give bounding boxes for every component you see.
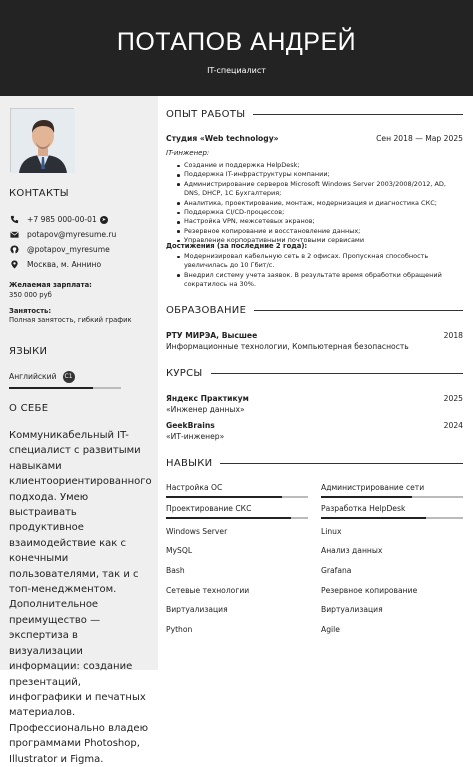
skill-name: Разработка HelpDesk (321, 504, 406, 513)
course-name: «ИТ-инженер» (166, 432, 225, 441)
contact-github[interactable] (9, 242, 154, 257)
phone-text: +7 985 000-00-01 (27, 215, 97, 224)
language-english (9, 371, 121, 389)
contacts-list (9, 212, 154, 272)
mail-icon (9, 229, 20, 240)
course-org: Яндекс Практикум (166, 394, 249, 403)
skill-level-fill (166, 496, 282, 498)
about-text: Коммуникабельный IT-специалист с развитыми навыками клиентоориентированного подхода. Умею выстраивать продуктивное взаимодействие как с конечными пользователями, так и с топ-менеджментом. Дополнительное преимущество — экспертиза в визуализации информации: создание презентаций, инфографики и печатных материалов. Профессионально владею программами Photoshop, Illustrator и Figma. (9, 430, 152, 765)
company-name: Студия «Web technology» (166, 134, 279, 143)
course-org: GeekBrains (166, 421, 215, 430)
salary-label: Желаемая зарплата: (9, 281, 92, 289)
course-year: 2025 (443, 394, 463, 403)
skill-level-bar (321, 496, 463, 498)
list-item: Внедрил систему учета заявок. В результате время обработки обращений сократилось на 30%. (176, 271, 456, 290)
skill-item: Bash (166, 566, 185, 575)
list-item: Модернизировал кабельную сеть в 2 офисах. Пропускная способность увеличилась до 10 Гбит/с. (176, 252, 456, 271)
skill-rated (166, 483, 308, 492)
skill-item: Виртуализация (321, 605, 383, 614)
language-level-bar (9, 387, 121, 389)
skill-rated (166, 504, 308, 513)
job-position: IT-инженер: (166, 149, 210, 157)
skill-rated (321, 504, 463, 513)
profile-photo (10, 108, 74, 172)
course-header (166, 421, 463, 430)
language-level-fill (9, 387, 93, 389)
language-name: Английский (9, 372, 57, 381)
education-header (166, 331, 463, 340)
duties-list (176, 161, 463, 246)
email-text: potapov@myresume.ru (27, 230, 117, 239)
course-year: 2024 (443, 421, 463, 430)
list-item: Управление корпоративными почтовыми сервисами (176, 236, 463, 245)
contacts-title: КОНТАКТЫ (9, 188, 69, 199)
github-text: @potapov_myresume (27, 245, 110, 254)
education-title: ОБРАЗОВАНИЕ (166, 305, 247, 316)
achievements-list (176, 252, 456, 290)
experience-section-title (166, 109, 463, 120)
list-item: Резервное копирование и восстановление данных; (176, 227, 463, 236)
skill-name: Проектирование СКС (166, 504, 252, 513)
education-org: РТУ МИРЭА, Высшее (166, 331, 258, 340)
resume-header (0, 0, 473, 96)
language-level-badge: C1 (63, 371, 75, 383)
skill-level-fill (166, 517, 291, 519)
skill-level-bar (166, 517, 308, 519)
skill-level-fill (321, 517, 426, 519)
about-title: О СЕБЕ (9, 403, 49, 414)
phone-icon (9, 214, 20, 225)
list-item: Аналитика, проектирование, монтаж, модернизация и диагностика СКС; (176, 199, 463, 208)
skill-item: Сетевые технологии (166, 586, 250, 595)
skill-name: Настройка ОС (166, 483, 223, 492)
telegram-icon[interactable]: ➤ (101, 216, 106, 223)
salary-value: 350 000 руб (9, 291, 52, 299)
list-item: Создание и поддержка HelpDesk; (176, 161, 463, 170)
skill-item: Python (166, 625, 193, 634)
skill-item: Windows Server (166, 527, 228, 536)
skill-level-bar (166, 496, 308, 498)
location-icon (9, 259, 20, 270)
achievements-title: Достижения (за последние 2 года): (166, 242, 308, 250)
skill-item: Grafana (321, 566, 352, 575)
contact-email[interactable] (9, 227, 154, 242)
job-period: Сен 2018 — Мар 2025 (376, 134, 463, 143)
section-divider (211, 373, 463, 374)
list-item: Поддержка CI/CD-процессов; (176, 208, 463, 217)
section-divider (220, 463, 463, 464)
section-divider (253, 114, 463, 115)
courses-section-title (166, 368, 463, 379)
person-photo-icon (11, 109, 75, 173)
skill-item: Виртуализация (166, 605, 228, 614)
list-item: Администрирование серверов Microsoft Windows Server 2003/2008/2012, AD, DNS, DHCP, 1C Бухгалтерия; (176, 180, 463, 199)
github-icon (9, 244, 20, 255)
skill-item: Agile (321, 625, 340, 634)
education-year: 2018 (443, 331, 463, 340)
course-name: «Инженер данных» (166, 405, 245, 414)
education-program: Информационные технологии, Компьютерная безопасность (166, 342, 409, 351)
list-item: Настройка VPN, межсетевых экранов; (176, 217, 463, 226)
section-divider (254, 310, 463, 311)
skill-level-fill (321, 496, 412, 498)
education-section-title (166, 305, 463, 316)
skills-section-title (166, 458, 463, 469)
employment-label: Занятость: (9, 307, 52, 315)
candidate-role: IT-специалист (207, 66, 266, 75)
courses-title: КУРСЫ (166, 368, 203, 379)
skill-item: Linux (321, 527, 342, 536)
skill-item: Резервное копирование (321, 586, 418, 595)
skill-item: MySQL (166, 546, 193, 555)
experience-title: ОПЫТ РАБОТЫ (166, 109, 246, 120)
contact-location (9, 257, 154, 272)
skill-item: Анализ данных (321, 546, 383, 555)
candidate-name: ПОТАПОВ АНДРЕЙ (116, 28, 357, 56)
list-item: Поддержка IT-инфраструктуры компании; (176, 170, 463, 179)
course-header (166, 394, 463, 403)
skill-level-bar (321, 517, 463, 519)
location-text: Москва, м. Аннино (27, 260, 102, 269)
contact-phone[interactable] (9, 212, 154, 227)
skills-title: НАВЫКИ (166, 458, 213, 469)
job-header (166, 134, 463, 143)
skill-rated (321, 483, 463, 492)
languages-title: ЯЗЫКИ (9, 346, 48, 357)
employment-value: Полная занятость, гибкий график (9, 316, 132, 324)
skill-name: Администрирование сети (321, 483, 425, 492)
